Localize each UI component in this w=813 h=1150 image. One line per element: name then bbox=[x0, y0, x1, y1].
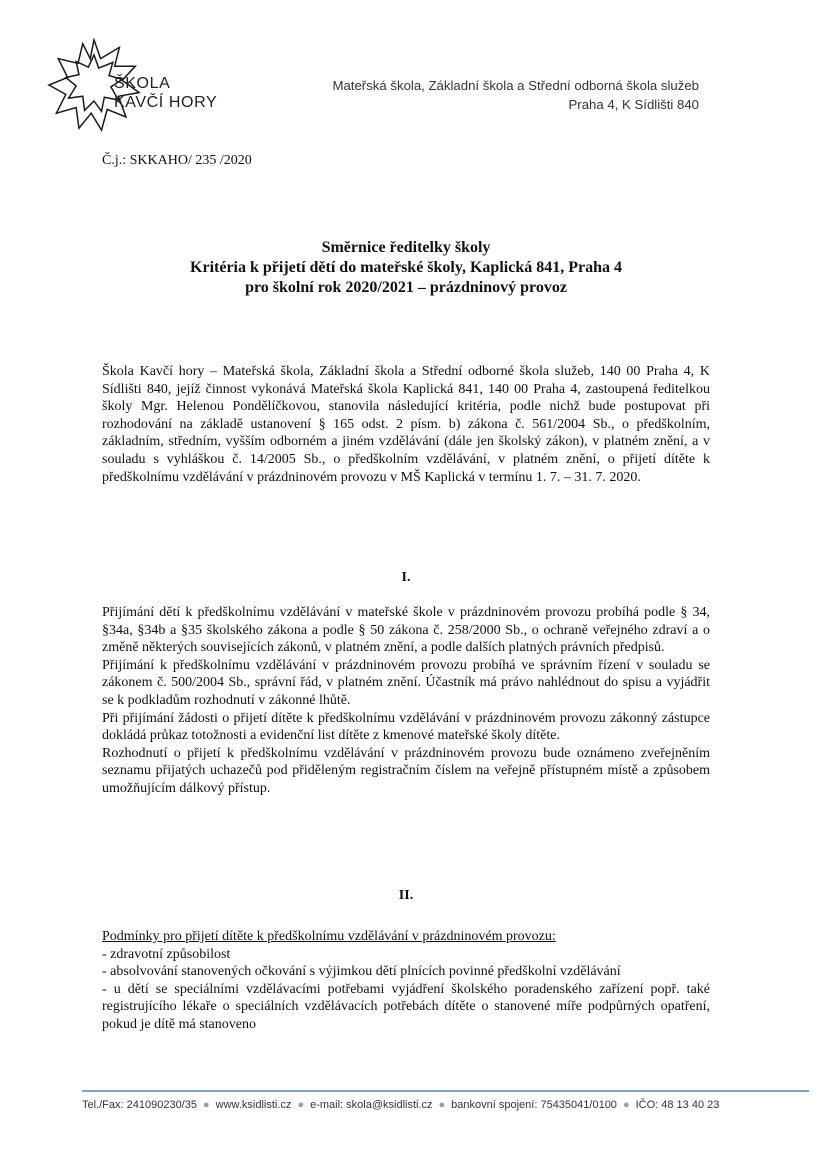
bullet-icon: ● bbox=[438, 1099, 446, 1111]
footer-web-link[interactable]: www.ksidlisti.cz bbox=[215, 1099, 292, 1111]
logo-line2: KAVČÍ HORY bbox=[114, 94, 218, 111]
footer-email-link[interactable]: e-mail: skola@ksidlisti.cz bbox=[310, 1099, 433, 1111]
address-line1: Mateřská škola, Základní škola a Střední odborná škola služeb bbox=[332, 78, 699, 93]
title-line2: Kritéria k přijetí dětí do mateřské školy, Kaplická 841, Praha 4 bbox=[190, 259, 622, 276]
condition-item: - absolvování stanovených očkování s výjimkou dětí plnících povinné předškolní vzdělávání bbox=[102, 964, 621, 980]
bullet-icon: ● bbox=[622, 1099, 630, 1111]
title-line3: pro školní rok 2020/2021 – prázdninový provoz bbox=[245, 279, 567, 296]
footer-contacts bbox=[82, 1099, 719, 1111]
section-1-paragraph: Přijímání dětí k předškolnímu vzdělávání v mateřské škole v prázdninovém provozu probíhá podle § 34, §34a, §34b a §35 školského zákona a podle § 50 zákona č. 258/2000 Sb., o ochraně veřejného zdraví a o změně některých souvisejících zákonů, v platném znění, a podle dalších platných právních předpisů. bbox=[102, 605, 710, 656]
section-1-body bbox=[102, 604, 710, 798]
section-1-paragraph: Při přijímání žádosti o přijetí dítěte k předškolnímu vzdělávání v prázdninovém provozu zákonný zástupce dokládá průkaz totožnosti a evidenční list dítěte z kmenové mateřské školy dítěte. bbox=[102, 710, 710, 744]
intro-text: Škola Kavčí hory – Mateřská škola, Základní škola a Střední odborné škola služeb, 140 00 Praha 4, K Sídlišti 840, jejíž činnost vykonává Mateřská škola Kaplická 841, 140 00 Praha 4, zastoupená ředitelkou školy Mgr. Helenou Pondělíčkovou, stanovila následující kritéria, podle nichž bude postupovat při rozhodování na základě ustanovení § 165 odst. 2 písm. b) zákona č. 561/2004 Sb., o předškolním, základním, středním, vyšším odborném a jiném vzdělávání (dále jen školský zákon), v platném znění, a v souladu s vyhláškou č. 14/2005 Sb., o předškolním vzdělávání, v platném znění, o přijetí dítěte k předškolnímu vzdělávání v prázdninovém provozu v MŠ Kaplická v termínu 1. 7. – 31. 7. 2020. bbox=[102, 364, 710, 485]
condition-item: - zdravotní způsobilost bbox=[102, 946, 231, 962]
school-logo-text bbox=[114, 74, 217, 112]
address-line2: Praha 4, K Sídlišti 840 bbox=[568, 97, 699, 112]
intro-paragraph bbox=[102, 363, 710, 486]
footer-bank: bankovní spojení: 75435041/0100 bbox=[451, 1099, 617, 1111]
bullet-icon: ● bbox=[202, 1099, 210, 1111]
section-1-heading: I. bbox=[401, 570, 411, 585]
reference-number: Č.j.: SKKAHO/ 235 /2020 bbox=[102, 153, 252, 168]
section-2-heading: II. bbox=[398, 888, 414, 903]
conditions-lead: Podmínky pro přijetí dítěte k předškolnímu vzdělávání v prázdninovém provozu: bbox=[102, 929, 556, 944]
footer-ico: IČO: 48 13 40 23 bbox=[635, 1099, 720, 1111]
section-1-paragraph: Rozhodnutí o přijetí k předškolnímu vzdělávání v prázdninovém provozu bude oznámeno zveřejněním seznamu přijatých uchazečů pod přiděleným registračním číslem na veřejně přístupném místě a způsobem umožňujícím dálkový přístup. bbox=[102, 745, 710, 796]
title-line1: Směrnice ředitelky školy bbox=[321, 239, 491, 256]
bullet-icon: ● bbox=[297, 1099, 305, 1111]
condition-item: - u dětí se speciálními vzdělávacími potřebami vyjádření školského poradenského zařízení popř. také registrujícího lékaře o speciálních vzdělávacích potřebách dítěte o stanovené míře podpůrných opatření, pokud je dítě má stanoveno bbox=[102, 981, 710, 1032]
section-2-body bbox=[102, 928, 710, 1034]
logo-line1: ŠKOLA bbox=[114, 75, 171, 92]
document-title bbox=[102, 238, 710, 298]
footer-divider bbox=[82, 1090, 809, 1092]
footer-phone: Tel./Fax: 241090230/35 bbox=[82, 1099, 197, 1111]
header-address bbox=[332, 76, 699, 114]
section-1-paragraph: Přijímání k předškolnímu vzdělávání v prázdninovém provozu probíhá ve správním řízení v souladu se zákonem č. 500/2004 Sb., správní řád, v platném znění. Účastník má právo nahlédnout do spisu a vyjádřit se k podkladům rozhodnutí v zákonné lhůtě. bbox=[102, 657, 710, 708]
